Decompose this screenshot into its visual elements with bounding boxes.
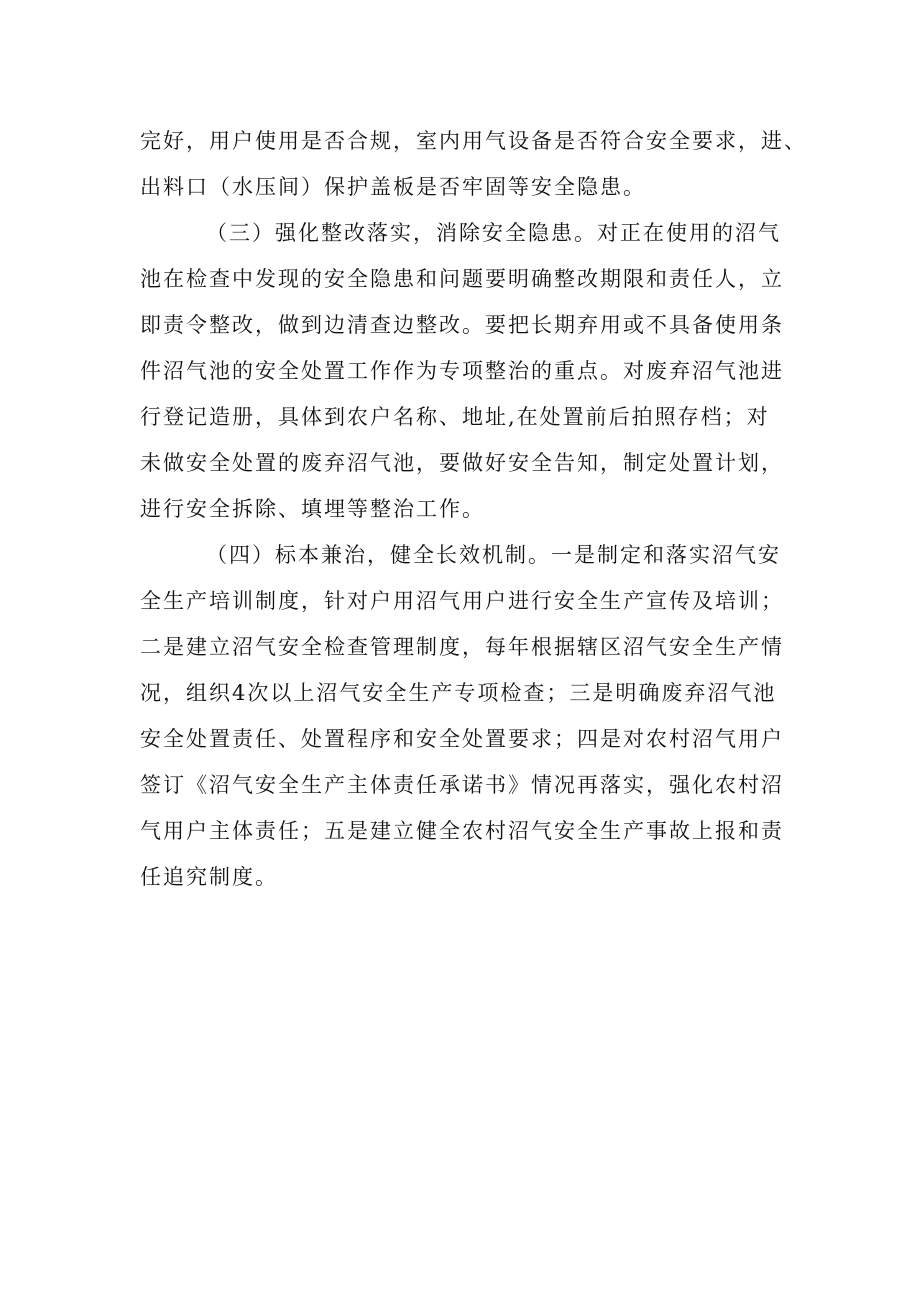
document-body [140,118,810,900]
paragraph-section-4: （四）标本兼治，健全长效机制。一是制定和落实沼气安 全生产培训制度，针对户用沼气用户进行安全生产宣传及培训； 二是建立沼气安全检查管理制度，每年根据辖区沼气安全生产情 况，组织4次以上沼气安全生产专项检查；三是明确废弃沼气池 安全处置责任、处置程序和安全处置要求；四是对农村沼气用户 签订《沼气安全生产主体责任承诺书》情况再落实，强化农村沼 气用户主体责任；五是建立健全农村沼气安全生产事故上报和责 任追究制度。 [140,543,784,889]
paragraph-continued: 完好，用户使用是否合规，室内用气设备是否符合安全要求，进、 出料口（水压间）保护盖板是否牢固等安全隐患。 [140,129,807,199]
paragraph-section-3: （三）强化整改落实，消除安全隐患。对正在使用的沼气 池在检查中发现的安全隐患和问题要明确整改期限和责任人，立 即责令整改，做到边清查边整改。要把长期弃用或不具备使用条 件沼气池的安全处置工作作为专项整治的重点。对废弃沼气池进 行登记造册，具体到农户名称、地址,在处置前后拍照存档；对 未做安全处置的废弃沼气池，要做好安全告知，制定处置计划， 进行安全拆除、填埋等整治工作。 [140,221,784,521]
